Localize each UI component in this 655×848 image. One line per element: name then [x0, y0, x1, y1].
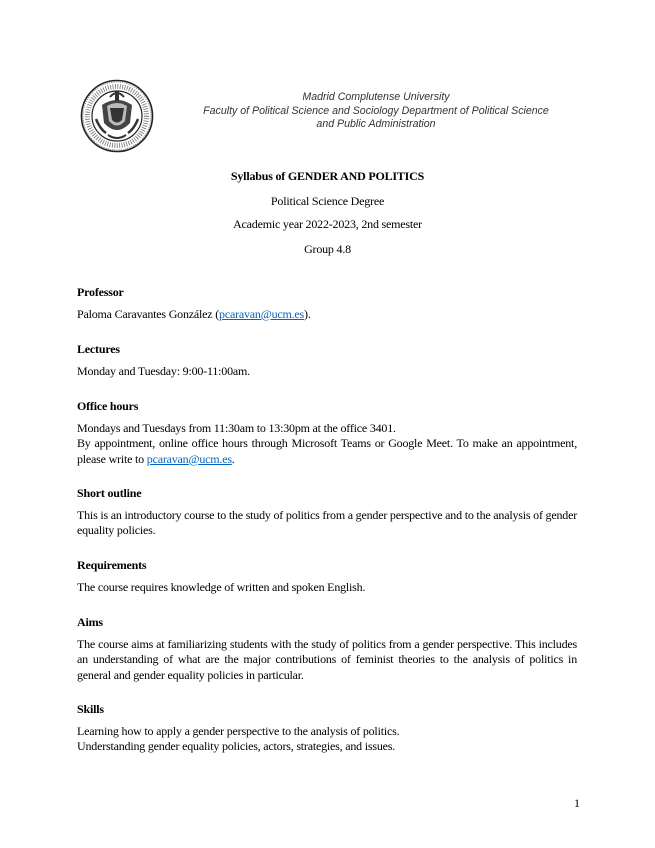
degree-label: Political Science Degree	[270, 194, 385, 208]
skills-line2: Understanding gender equality policies, actors, strategies, and issues.	[77, 739, 396, 753]
requirements-section	[77, 558, 577, 595]
faculty-name: Faculty of Political Science and Sociology Department of Political Science	[203, 104, 549, 117]
lectures-text: Monday and Tuesday: 9:00-11:00am.	[77, 363, 250, 378]
lectures-section	[77, 342, 577, 379]
professor-section	[77, 285, 577, 322]
requirements-heading: Requirements	[77, 558, 147, 572]
group-label: Group 4.8	[304, 242, 351, 256]
skills-section	[77, 702, 577, 755]
aims-section	[77, 615, 577, 683]
professor-heading: Professor	[77, 285, 124, 299]
aims-text: The course aims at familiarizing students with the study of politics from a gender perspective. This includes an understanding of what are the major contributions of feminist theories to the analysis of politics in general and gender equality policies in particular.	[77, 636, 577, 682]
document-header	[175, 91, 577, 132]
office-hours-heading: Office hours	[77, 399, 139, 413]
short-outline-heading: Short outline	[77, 486, 142, 500]
skills-heading: Skills	[77, 702, 104, 716]
office-hours-email-link[interactable]: pcaravan@ucm.es	[146, 451, 232, 466]
page-number: 1	[574, 796, 580, 810]
lectures-heading: Lectures	[77, 342, 120, 356]
university-name: Madrid Complutense University	[302, 91, 450, 103]
office-hours-line2	[77, 436, 577, 467]
aims-heading: Aims	[77, 615, 103, 629]
syllabus-title: Syllabus of GENDER AND POLITICS	[230, 169, 425, 183]
office-hours-appointment-text: By appointment, online office hours through Microsoft Teams or Google Meet. To make an appointment, please write to	[77, 436, 577, 466]
skills-line1: Learning how to apply a gender perspective to the analysis of politics.	[77, 723, 400, 738]
requirements-text: The course requires knowledge of written and spoken English.	[77, 579, 366, 594]
short-outline-section	[77, 486, 577, 539]
academic-year-label: Academic year 2022-2023, 2nd semester	[233, 217, 422, 231]
professor-suffix: ).	[304, 306, 311, 321]
office-hours-suffix: .	[231, 451, 235, 466]
office-hours-line1: Mondays and Tuesdays from 11:30am to 13:30pm at the office 3401.	[77, 420, 396, 435]
professor-name: Paloma Caravantes González (	[77, 306, 220, 321]
professor-line	[77, 307, 577, 323]
short-outline-text: This is an introductory course to the study of politics from a gender perspective and to the analysis of gender equality policies.	[77, 507, 577, 537]
department-name: and Public Administration	[316, 118, 436, 130]
office-hours-section	[77, 399, 577, 467]
university-seal-logo	[80, 79, 154, 153]
professor-email-link[interactable]: pcaravan@ucm.es	[219, 306, 305, 321]
